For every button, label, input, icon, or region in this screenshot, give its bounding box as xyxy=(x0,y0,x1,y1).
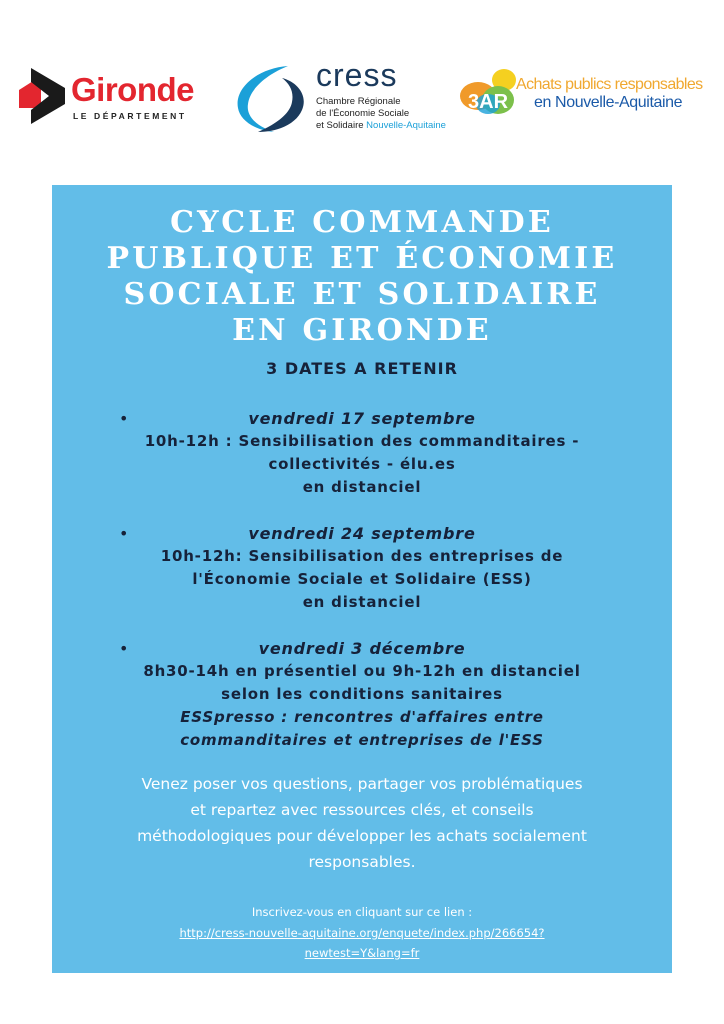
event-item xyxy=(52,523,672,614)
paragraph-line: méthodologiques pour développer les achats socialement xyxy=(137,827,587,845)
event-line: en distanciel xyxy=(302,593,422,611)
paragraph-line: responsables. xyxy=(308,853,416,871)
event-line: en distanciel xyxy=(302,478,422,496)
bullet-icon: • xyxy=(119,639,129,658)
event-line: collectivités - élu.es xyxy=(268,455,456,473)
title-line: EN GIRONDE xyxy=(232,313,492,348)
gironde-mark-icon xyxy=(19,68,69,124)
bullet-icon: • xyxy=(119,409,129,428)
cress-line-1: Chambre Régionale xyxy=(316,96,401,107)
bullet-icon: • xyxy=(119,524,129,543)
3ar-line-2: en Nouvelle-Aquitaine xyxy=(534,94,683,111)
dates-subtitle: 3 DATES A RETENIR xyxy=(266,359,458,378)
event-date: vendredi 3 décembre xyxy=(258,639,466,658)
cress-swoosh-icon xyxy=(228,62,310,136)
svg-text:3AR: 3AR xyxy=(468,91,509,113)
info-panel xyxy=(52,185,672,973)
gironde-name: Gironde xyxy=(71,71,195,108)
cress-logo xyxy=(228,58,458,138)
page-title xyxy=(52,205,672,349)
cress-line-3-prefix: et Solidaire xyxy=(316,120,367,131)
3ar-logo xyxy=(458,66,716,126)
cress-name: cress xyxy=(316,57,398,93)
event-item xyxy=(52,408,672,499)
event-line: 10h-12h: Sensibilisation des entreprises de xyxy=(160,547,564,565)
event-line: l'Économie Sociale et Solidaire (ESS) xyxy=(192,570,532,588)
3ar-mark-icon xyxy=(458,66,522,122)
logo-header xyxy=(0,58,724,148)
event-line: commanditaires et entreprises de l'ESS xyxy=(180,731,544,749)
title-line: PUBLIQUE ET ÉCONOMIE xyxy=(106,241,618,276)
event-line: selon les conditions sanitaires xyxy=(221,685,503,703)
signup-link-line: newtest=Y&lang=fr xyxy=(304,946,420,960)
3ar-line-1: Achats publics responsables xyxy=(516,76,703,93)
cress-line-2: de l'Économie Sociale xyxy=(316,108,410,119)
title-line: SOCIALE ET SOLIDAIRE xyxy=(123,277,601,312)
gironde-subtitle: LE DÉPARTEMENT xyxy=(73,111,187,121)
event-date: vendredi 17 septembre xyxy=(248,409,476,428)
cress-line-3-accent: Nouvelle-Aquitaine xyxy=(366,120,446,131)
signup-link-line: http://cress-nouvelle-aquitaine.org/enquete/index.php/266654? xyxy=(179,926,545,940)
cress-line-3 xyxy=(316,120,456,132)
event-line: 8h30-14h en présentiel ou 9h-12h en distanciel xyxy=(143,662,581,680)
event-date: vendredi 24 septembre xyxy=(248,524,476,543)
event-line: ESSpresso : rencontres d'affaires entre xyxy=(180,708,544,726)
event-item xyxy=(52,638,672,752)
signup-label: Inscrivez-vous en cliquant sur ce lien : xyxy=(251,905,473,919)
paragraph-line: et repartez avec ressources clés, et conseils xyxy=(190,801,534,819)
gironde-logo xyxy=(19,68,219,128)
paragraph-line: Venez poser vos questions, partager vos problématiques xyxy=(141,775,583,793)
event-line: 10h-12h : Sensibilisation des commanditaires - xyxy=(144,432,580,450)
title-line: CYCLE COMMANDE xyxy=(170,205,554,240)
description-paragraph xyxy=(82,771,642,875)
signup-link[interactable] xyxy=(52,923,672,963)
